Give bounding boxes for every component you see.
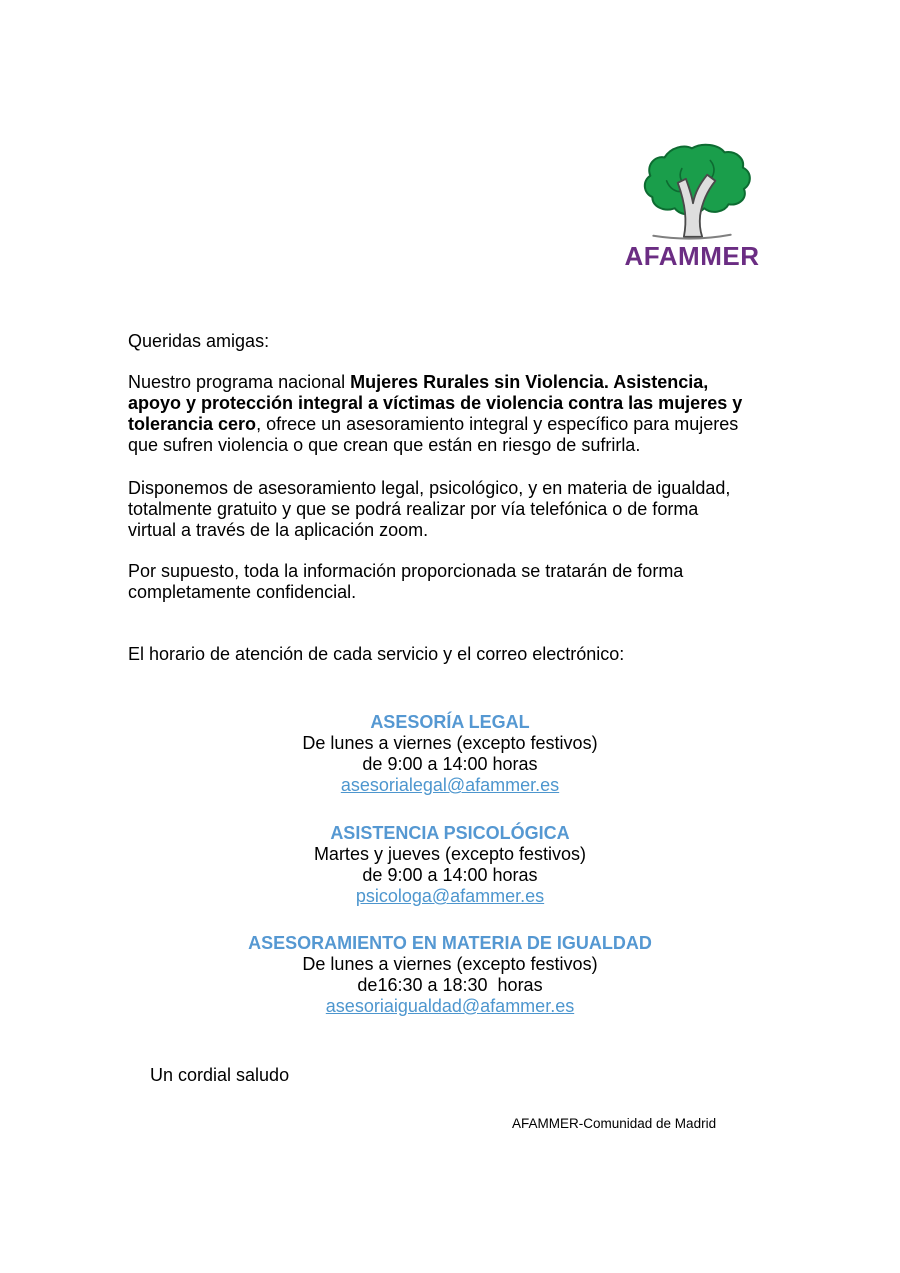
- confidentiality-paragraph: Por supuesto, toda la información proporcionada se tratarán de forma completamente confidencial.: [128, 561, 684, 602]
- service-equality-days: De lunes a viernes (excepto festivos): [302, 954, 598, 974]
- service-block-equality: [0, 933, 900, 1017]
- closing-salute: Un cordial saludo: [150, 1065, 290, 1085]
- service-legal-email-link[interactable]: asesorialegal@afammer.es: [340, 775, 560, 795]
- service-psychological-email-link[interactable]: psicologa@afammer.es: [355, 886, 545, 906]
- program-paragraph: [128, 372, 748, 456]
- service-legal-hours: de 9:00 a 14:00 horas: [362, 754, 538, 774]
- schedule-intro: El horario de atención de cada servicio y el correo electrónico:: [128, 644, 625, 664]
- program-name-bold: Mujeres Rurales sin Violencia. Asistencia, apoyo y protección integral a víctimas de violencia contra las mujeres y tolerancia cero: [128, 372, 743, 434]
- tree-icon: [631, 142, 753, 240]
- service-equality-email-link[interactable]: asesoriaigualdad@afammer.es: [325, 996, 575, 1016]
- service-equality-title: ASESORAMIENTO EN MATERIA DE IGUALDAD: [248, 933, 652, 953]
- salutation: Queridas amigas:: [128, 331, 270, 351]
- afammer-logo: [618, 142, 766, 269]
- service-psychological-title: ASISTENCIA PSICOLÓGICA: [330, 823, 570, 843]
- service-block-psychological: [0, 823, 900, 907]
- service-equality-hours: de16:30 a 18:30 horas: [357, 975, 543, 995]
- signature: AFAMMER-Comunidad de Madrid: [512, 1116, 717, 1131]
- service-block-legal: [0, 712, 900, 796]
- program-paragraph-intro: Nuestro programa nacional: [128, 372, 351, 392]
- service-psychological-hours: de 9:00 a 14:00 horas: [362, 865, 538, 885]
- advice-paragraph: Disponemos de asesoramiento legal, psicológico, y en materia de igualdad, totalmente gratuito y que se podrá realizar por vía telefónica o de forma virtual a través de la aplicación zoom.: [128, 478, 731, 540]
- service-legal-title: ASESORÍA LEGAL: [370, 712, 530, 732]
- program-paragraph-rest: , ofrece un asesoramiento integral y específico para mujeres que sufren violencia o que crean que están en riesgo de sufrirla.: [128, 414, 739, 455]
- service-psychological-days: Martes y jueves (excepto festivos): [313, 844, 587, 864]
- service-legal-days: De lunes a viernes (excepto festivos): [302, 733, 598, 753]
- afammer-wordmark: AFAMMER: [624, 241, 760, 271]
